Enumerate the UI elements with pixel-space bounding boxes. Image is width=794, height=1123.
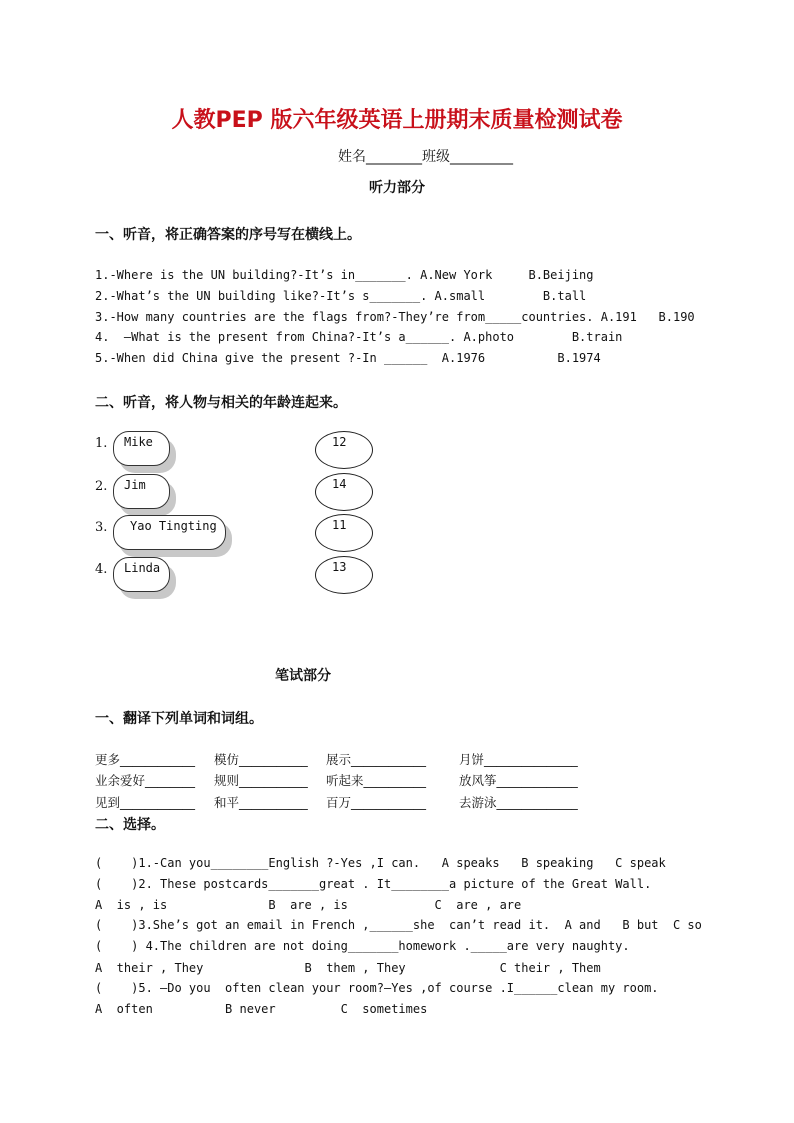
listening-part1-heading: 一、听音，将正确答案的序号写在横线上。: [95, 227, 361, 243]
choice-line-3: ( )3.She’s got an email in French ,______she can’t read it. A and B but C so: [95, 918, 702, 932]
translate-item: 见到____________: [95, 795, 196, 810]
translate-item: 和平___________: [214, 795, 308, 810]
choice-line-4: ( ) 4.The children are not doing_______homework ._____are very naughty.: [95, 939, 630, 953]
translate-item: 去游泳_____________: [459, 795, 578, 810]
listening-question-4: 4. –What is the present from China?-It’s a______. A.photo B.train: [95, 330, 623, 344]
listening-question-1: 1.-Where is the UN building?-It’s in_______. A.New York B.Beijing: [95, 268, 594, 282]
name-label: Yao Tingting: [130, 519, 217, 533]
match-number-4: 4.: [95, 562, 108, 577]
choice-options-4: A their , They B them , They C their , Them: [95, 961, 601, 975]
name-box-jim: [113, 474, 170, 509]
translate-item: 业余爱好________: [95, 773, 196, 788]
translate-item: 听起来__________: [326, 773, 427, 788]
age-oval-14: [315, 473, 373, 511]
listening-question-5: 5.-When did China give the present ?-In ______ A.1976 B.1974: [95, 351, 601, 365]
listening-section-header: 听力部分: [369, 180, 425, 196]
writing-section-header: 笔试部分: [275, 668, 331, 684]
choice-options-2: A is , is B are , is C are , are: [95, 898, 522, 912]
listening-part2-heading: 二、听音，将人物与相关的年龄连起来。: [95, 395, 347, 411]
translate-item: 更多____________: [95, 752, 196, 767]
translate-item: 模仿___________: [214, 752, 308, 767]
writing-part2-heading: 二、选择。: [95, 817, 165, 833]
age-label: 14: [332, 477, 347, 491]
name-label: Jim: [124, 478, 146, 492]
translate-item: 百万____________: [326, 795, 427, 810]
name-class-line: 姓名________班级_________: [338, 149, 513, 165]
choice-options-5: A often B never C sometimes: [95, 1002, 428, 1016]
document-title: 人教PEP 版六年级英语上册期末质量检测试卷: [171, 108, 623, 133]
age-label: 13: [332, 560, 347, 574]
translate-item: 月饼_______________: [459, 752, 578, 767]
age-label: 11: [332, 518, 347, 532]
translate-item: 规则___________: [214, 773, 308, 788]
age-oval-12: [315, 431, 373, 469]
name-label: Linda: [124, 561, 161, 575]
age-label: 12: [332, 435, 347, 449]
match-number-1: 1.: [95, 436, 108, 451]
age-oval-13: [315, 556, 373, 594]
age-oval-11: [315, 514, 373, 552]
choice-line-2: ( )2. These postcards_______great . It________a picture of the Great Wall.: [95, 877, 652, 891]
translate-item: 放风筝_____________: [459, 773, 578, 788]
name-box-yao-tingting: [113, 515, 226, 550]
name-box-linda: [113, 557, 170, 592]
match-number-2: 2.: [95, 479, 108, 494]
writing-part1-heading: 一、翻译下列单词和词组。: [95, 711, 263, 727]
listening-question-2: 2.-What’s the UN building like?-It’s s_______. A.small B.tall: [95, 289, 587, 303]
listening-question-3: 3.-How many countries are the flags from?-They’re from_____countries. A.191 B.190: [95, 310, 695, 324]
name-label: Mike: [124, 435, 153, 449]
translate-item: 展示____________: [326, 752, 427, 767]
choice-line-1: ( )1.-Can you________English ?-Yes ,I can. A speaks B speaking C speak: [95, 856, 666, 870]
choice-line-5: ( )5. —Do you often clean your room?—Yes ,of course .I______clean my room.: [95, 981, 659, 995]
name-box-mike: [113, 431, 170, 466]
match-number-3: 3.: [95, 520, 108, 535]
